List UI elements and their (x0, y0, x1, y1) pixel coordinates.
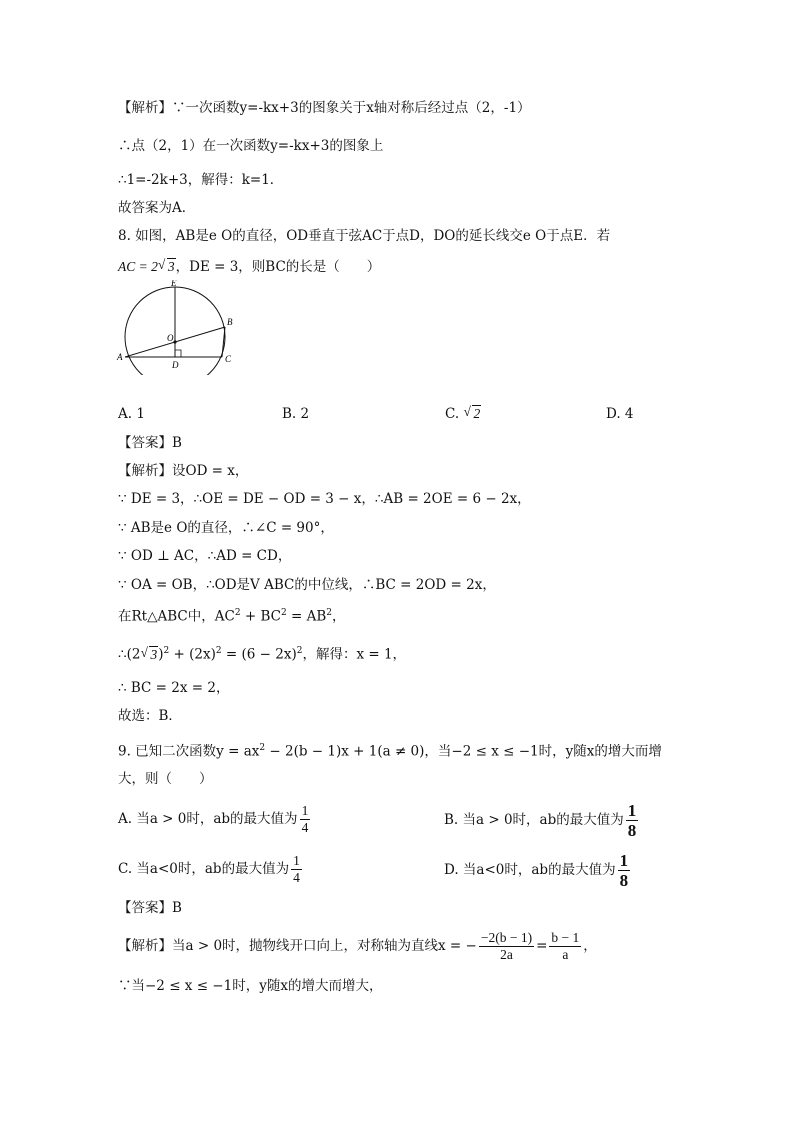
solution-8-2: ∵ DE = 3，∴OE = DE − OD = 3 − x，∴AB = 2OE = 6 − 2x， (118, 491, 531, 507)
option-8d: D. 4 (606, 406, 634, 422)
line-l4: 故答案为A． (118, 200, 196, 216)
option-8a: A. 1 (118, 406, 145, 422)
solution-8-9: 故选：B． (118, 708, 182, 724)
solution-8-1: 【解析】设OD = x， (118, 463, 249, 479)
solution-9-2: ∵当−2 ≤ x ≤ −1时，y随x的增大而增大， (118, 978, 383, 994)
option-8c: C. √ 2 (445, 404, 481, 424)
option-9a: A. 当a > 0时，ab的最大值为 $\frac{1}{4}$ (118, 803, 309, 835)
label-c: C (225, 354, 232, 364)
option-8b: B. 2 (282, 406, 310, 422)
point-o-dot (173, 340, 176, 343)
circle-figure (115, 280, 245, 375)
question-9-line-1: 9. 已知二次函数$y = ax^2 - 2(b - 1)x + 1(a \ne 0)$，当−2 ≤ x ≤ −1时，y随x的增大而增 (118, 743, 662, 760)
q8b-sqrt: √ 3 (158, 257, 176, 277)
label-a: A (117, 352, 123, 362)
right-angle-mark (175, 350, 181, 357)
option-9d: D. 当a<0时，ab的最大值为 $\frac{1}{8}$ (444, 851, 629, 890)
line-l3: ∴1=-2k+3，解得：k=1． (118, 172, 284, 188)
answer-9: 【答案】B (118, 900, 182, 916)
answer-8: 【答案】B (118, 435, 182, 451)
question-8-line-2 (118, 257, 380, 277)
label-d: D (172, 360, 179, 370)
option-9b: B. 当a > 0时，ab的最大值为 $\frac{1}{8}$ (444, 801, 637, 840)
line-l1: 【解析】∵一次函数y=-kx+3的图象关于x轴对称后经过点（2，-1） (118, 100, 531, 116)
label-o: O (167, 333, 174, 343)
solution-9-1: 【解析】当a > 0时，抛物线开口向上，对称轴为直线x = − $\frac{-2(b - 1)}{2a}$ = $\frac{b - 1}{a}$ ， (118, 930, 597, 962)
solution-8-8: ∴ BC = 2x = 2， (118, 680, 230, 696)
label-e: E (171, 280, 177, 288)
solution-8-5: ∵ OA = OB，∴OD是V ABC的中位线，∴BC = 2OD = 2x， (118, 577, 496, 593)
option-9c: C. 当a<0时，ab的最大值为 $\frac{1}{4}$ (118, 853, 300, 885)
solution-8-3: ∵ AB是e O的直径，∴∠C = 90°， (118, 520, 334, 536)
solution-8-4: ∵ OD ⊥ AC，∴AD = CD， (118, 548, 292, 564)
q8b-post: ，DE = 3，则BC的长是（ ） (175, 259, 381, 275)
q8b-pre: AC = 2 (118, 259, 158, 274)
label-b: B (227, 317, 233, 327)
line-l2: ∴点（2，1）在一次函数y=-kx+3的图象上 (118, 138, 384, 154)
question-8-line-1: 8. 如图，AB是e O的直径，OD垂直于弦AC于点D，DO的延长线交e O于点E．若 (118, 228, 611, 244)
solution-8-7: ∴(2√ $3)^2 + (2x)^2 = (6 - 2x)^2$，解得：x = 1， (118, 641, 406, 665)
question-9-line-2: 大，则（ ） (118, 771, 213, 787)
solution-8-6: 在Rt△ABC中，$AC^2 + BC^2 = AB^2$， (118, 608, 346, 625)
